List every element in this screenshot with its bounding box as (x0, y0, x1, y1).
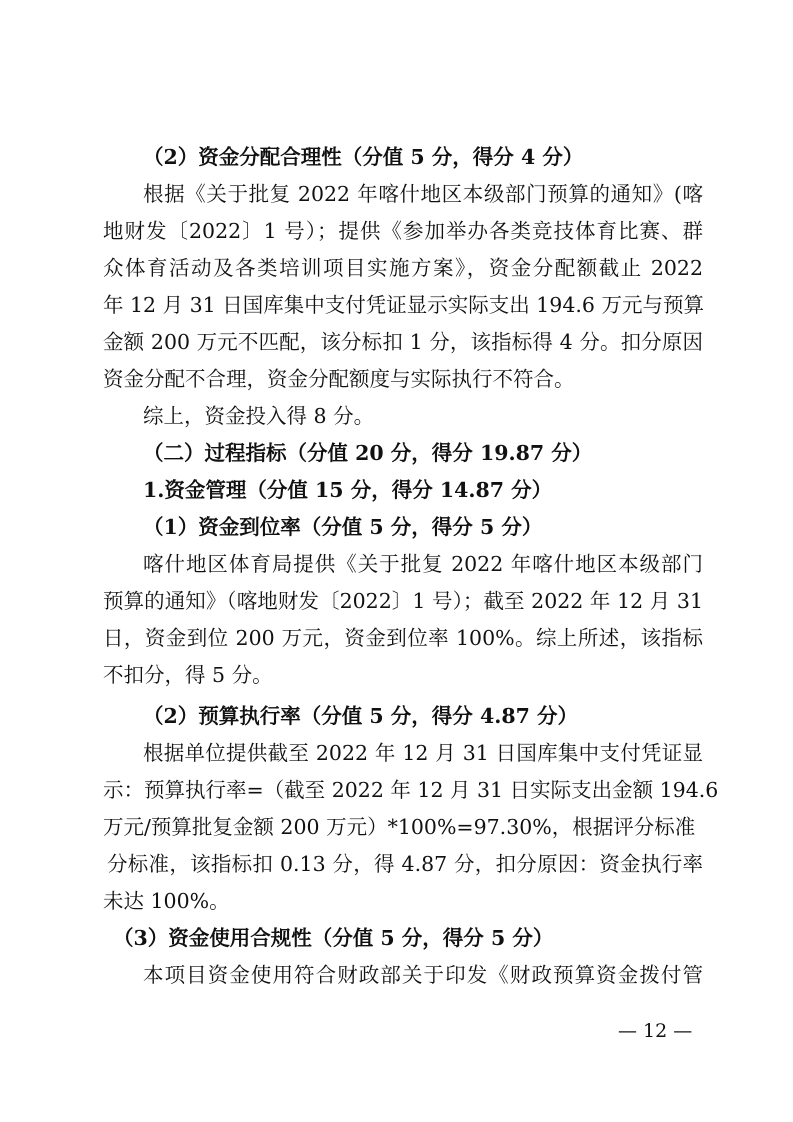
paragraph-line: 未达 100%。 (103, 889, 230, 913)
page-number: — 12 — (618, 1020, 693, 1042)
heading-fund-management: 1.资金管理（分值 15 分，得分 14.87 分） (143, 478, 553, 502)
paragraph-line: 预算的通知》（喀地财发〔2022〕1 号）；截至 2022 年 12 月 31 (103, 589, 703, 613)
paragraph-line: 众体育活动及各类培训项目实施方案》，资金分配额截止 2022 (103, 256, 703, 280)
heading-budget-execution-rate: （2）预算执行率（分值 5 分，得分 4.87 分） (143, 704, 579, 728)
paragraph-line: 地财发〔2022〕1 号）；提供《参加举办各类竞技体育比赛、群 (103, 219, 703, 243)
paragraph-line: 喀什地区体育局提供《关于批复 2022 年喀什地区本级部门 (143, 552, 703, 576)
paragraph-line: 综上，资金投入得 8 分。 (143, 404, 375, 428)
heading-fund-allocation: （2）资金分配合理性（分值 5 分，得分 4 分） (143, 145, 584, 169)
paragraph-line: 资金分配不合理，资金分配额度与实际执行不符合。 (103, 367, 575, 391)
paragraph-line: 本项目资金使用符合财政部关于印发《财政预算资金拨付管 (143, 963, 703, 987)
paragraph-line: 不扣分，得 5 分。 (103, 663, 273, 687)
heading-process-indicators: （二）过程指标（分值 20 分，得分 19.87 分） (143, 441, 593, 465)
paragraph-line: 根据《关于批复 2022 年喀什地区本级部门预算的通知》(喀 (143, 182, 703, 206)
paragraph-line: 年 12 月 31 日国库集中支付凭证显示实际支出 194.6 万元与预算 (103, 293, 704, 317)
paragraph-line: 日，资金到位 200 万元，资金到位率 100%。综上所述，该指标 (103, 626, 703, 650)
heading-fund-arrival-rate: （1）资金到位率（分值 5 分，得分 5 分） (143, 515, 543, 539)
heading-fund-use-compliance: （3）资金使用合规性（分值 5 分，得分 5 分） (113, 926, 554, 950)
paragraph-line: 根据单位提供截至 2022 年 12 月 31 日国库集中支付凭证显 (143, 741, 703, 765)
paragraph-line: 万元/预算批复金额 200 万元）*100%=97.30%，根据评分标准 (103, 815, 696, 839)
paragraph-line: 分标准，该指标扣 0.13 分，得 4.87 分，扣分原因：资金执行率 (107, 852, 703, 876)
paragraph-line: 示：预算执行率=（截至 2022 年 12 月 31 日实际支出金额 194.6 (103, 778, 719, 802)
paragraph-line: 金额 200 万元不匹配，该分标扣 1 分，该指标得 4 分。扣分原因 (103, 330, 703, 354)
